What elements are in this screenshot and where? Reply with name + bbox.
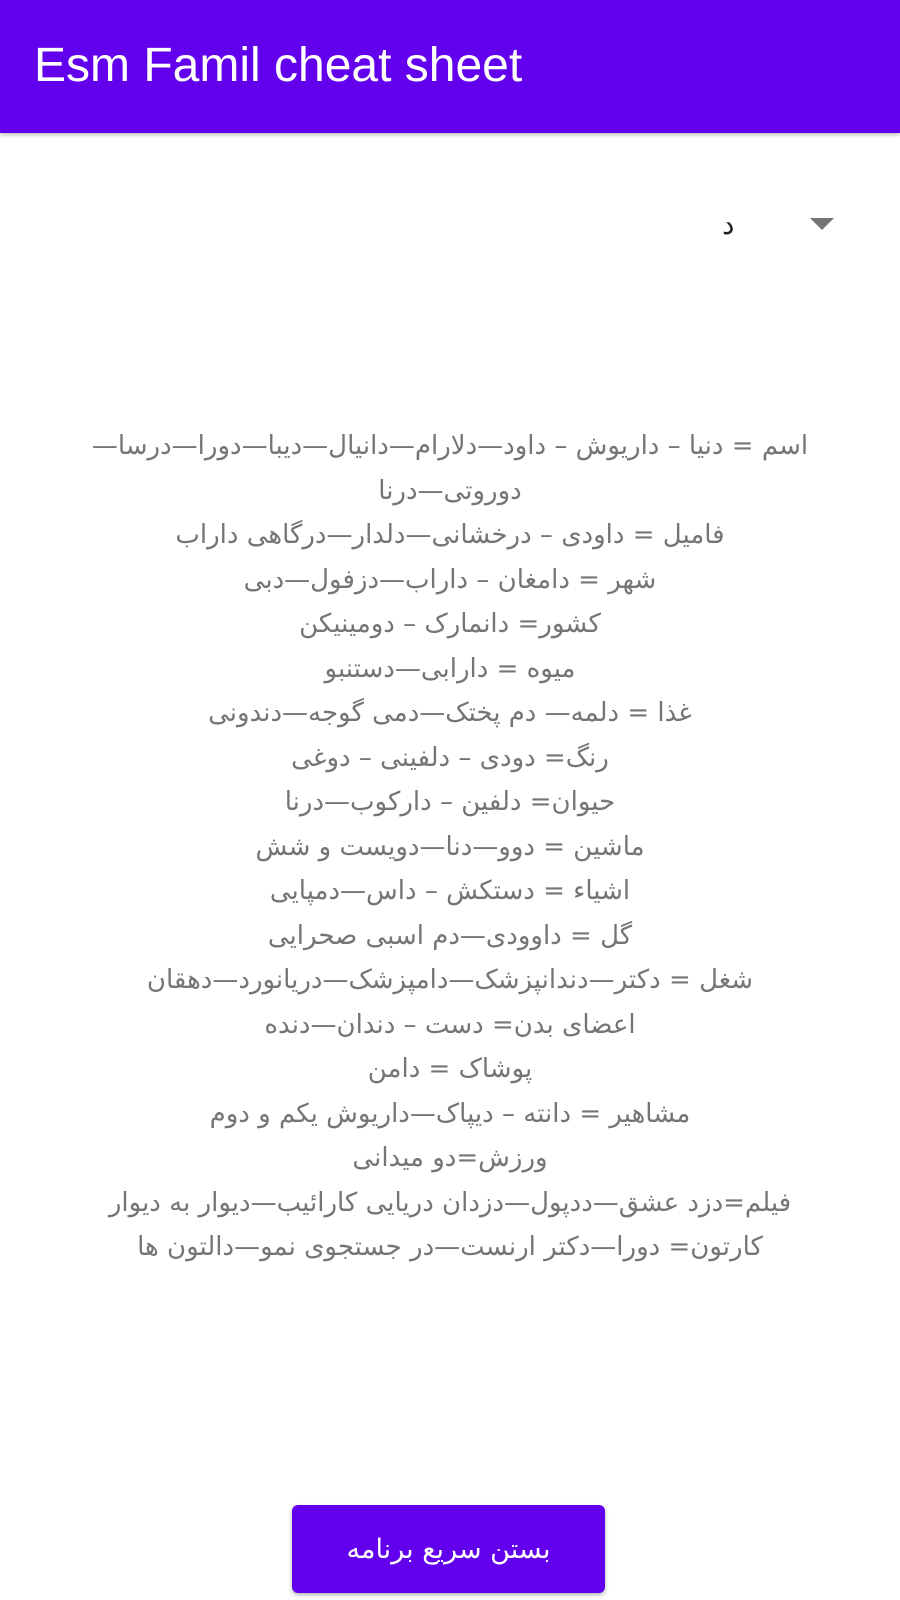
cheat-line: ورزش=دو میدانی: [352, 1143, 548, 1173]
cheat-line: ماشین = دوو—دنا—دویست و شش: [255, 831, 645, 862]
cheat-line: غذا = دلمه— دم پختک—دمی گوجه—دندونی: [208, 698, 692, 728]
cheat-line: اعضای بدن= دست – دندان—دنده: [264, 1009, 636, 1040]
app-bar: [0, 0, 900, 133]
cheat-line: فیلم=دزد عشق—ددپول—دزدان دریایی کارائیب—دیوار به دیوار: [108, 1187, 792, 1218]
cheat-line: مشاهیر = دانته – دیپاک—داریوش یکم و دوم: [209, 1098, 691, 1129]
cheat-line: گل = داوودی—دم اسبی صحرایی: [267, 920, 633, 951]
cheat-line: شهر = دامغان – داراب—دزفول—دبی: [243, 564, 657, 595]
cheat-line: پوشاک = دامن: [367, 1054, 533, 1084]
cheat-line: فامیل = داودی – درخشانی—دلدار—درگاهی داراب: [175, 520, 725, 550]
cheat-line: رنگ= دودی – دلفینی – دوغی: [291, 742, 609, 773]
cheat-line: اسم = دنیا – داریوش – داود—دلارام—دانیال—دیبا—دورا—درسا—: [91, 431, 809, 461]
app-title: Esm Famil cheat sheet: [34, 39, 523, 92]
cheat-line: دوروتی—درنا: [378, 475, 522, 506]
dropdown-arrow-icon: [810, 218, 834, 230]
cheat-line: کارتون= دورا—دکتر ارنست—در جستجوی نمو—دالتون ها: [137, 1232, 763, 1262]
cheat-line: کشور= دانمارک – دومینیکن: [299, 609, 601, 639]
cheat-line: شغل = دکتر—دندانپزشک—دامپزشک—دریانورد—دهقان: [146, 965, 754, 995]
cheat-line: اشیاء = دستکش – داس—دمپایی: [269, 876, 631, 906]
cheat-sheet-text: [20, 424, 880, 1270]
spinner-selected-letter: د: [722, 208, 735, 241]
letter-spinner[interactable]: [690, 200, 850, 256]
quick-close-button[interactable]: بستن سریع برنامه: [292, 1505, 605, 1593]
cheat-line: حیوان= دلفین – دارکوب—درنا: [284, 787, 616, 817]
cheat-line: میوه = دارابی—دستنبو: [324, 653, 576, 684]
